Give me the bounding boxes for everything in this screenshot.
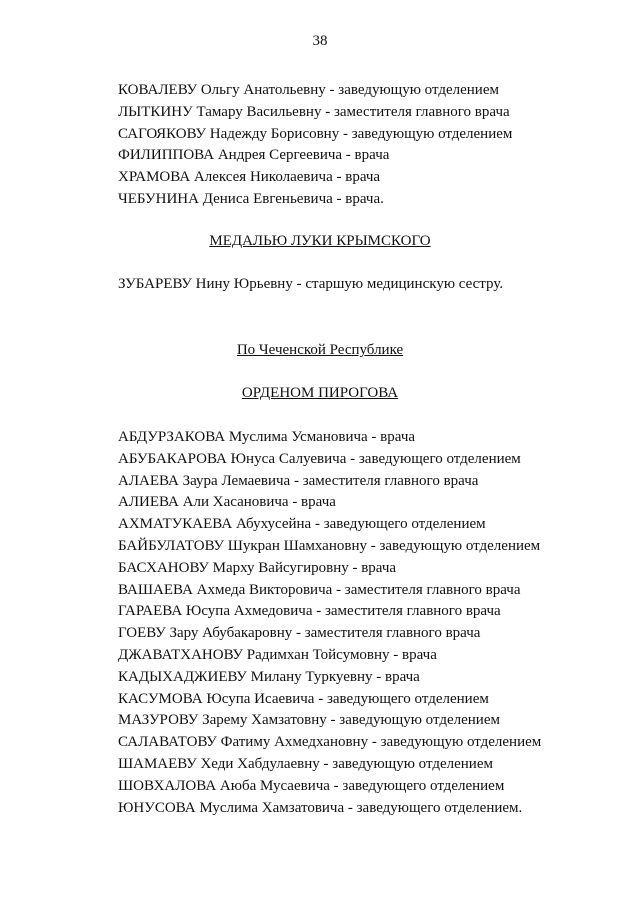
region-heading: По Чеченской Республике [236,342,404,358]
award-list-chechen [118,427,541,819]
list-item: ШАМАЕВУ Хеди Хабдулаевну - заведующую отделением [118,755,493,772]
medal-recipient: ЗУБАРЕВУ Нину Юрьевну - старшую медицинскую сестру. [118,276,504,292]
list-item: САГОЯКОВУ Надежду Борисовну - заведующую отделением [118,125,513,142]
list-item: ГАРАЕВА Юсупа Ахмедовича - заместителя главного врача [118,603,501,620]
list-item: АБУБАКАРОВА Юнуса Салуевича - заведующего отделением [118,450,521,467]
list-item: ВАШАЕВА Ахмеда Викторовича - заместителя главного врача [118,581,521,598]
list-item: БАЙБУЛАТОВУ Шукран Шамхановну - заведующую отделением [118,537,541,554]
list-item: АБДУРЗАКОВА Муслима Усмановича - врача [118,429,416,445]
list-item: АЛАЕВА Заура Лемаевича - заместителя главного врача [118,472,479,489]
list-item: ШОВХАЛОВА Аюба Мусаевича - заведующего отделением [118,777,505,794]
list-item: ЮНУСОВА Муслима Хамзатовича - заведующего отделением. [118,799,523,816]
list-item: КОВАЛЕВУ Ольгу Анатольевну - заведующую отделением [118,82,499,98]
order-heading: ОРДЕНОМ ПИРОГОВА [241,385,399,401]
list-item: КАДЫХАДЖИЕВУ Милану Туркуевну - врача [118,668,420,685]
list-item: АЛИЕВА Али Хасановича - врача [118,494,336,511]
list-item: МАЗУРОВУ Зарему Хамзатовну - заведующую отделением [118,712,500,729]
list-item: ФИЛИППОВА Андрея Сергеевича - врача [118,147,390,164]
medal-heading: МЕДАЛЬЮ ЛУКИ КРЫМСКОГО [209,233,431,249]
list-item: ДЖАВАТХАНОВУ Радимхан Тойсумовну - врача [118,646,437,663]
list-item: САЛАВАТОВУ Фатиму Ахмедхановну - заведующую отделением [118,734,542,751]
list-item: БАСХАНОВУ Марху Вайсугировну - врача [118,559,397,576]
list-item: ЧЕБУНИНА Дениса Евгеньевича - врача. [118,190,384,207]
list-item: АХМАТУКАЕВА Абухусейна - заведующего отделением [118,516,486,533]
award-list-top [118,80,512,211]
list-item: ХРАМОВА Алексея Николаевича - врача [118,169,381,186]
list-item: ЛЫТКИНУ Тамару Васильевну - заместителя главного врача [118,103,510,120]
list-item: ГОЕВУ Зару Абубакаровну - заместителя главного врача [118,625,481,642]
list-item: КАСУМОВА Юсупа Исаевича - заведующего отделением [118,690,489,707]
page-number: 38 [312,33,328,49]
